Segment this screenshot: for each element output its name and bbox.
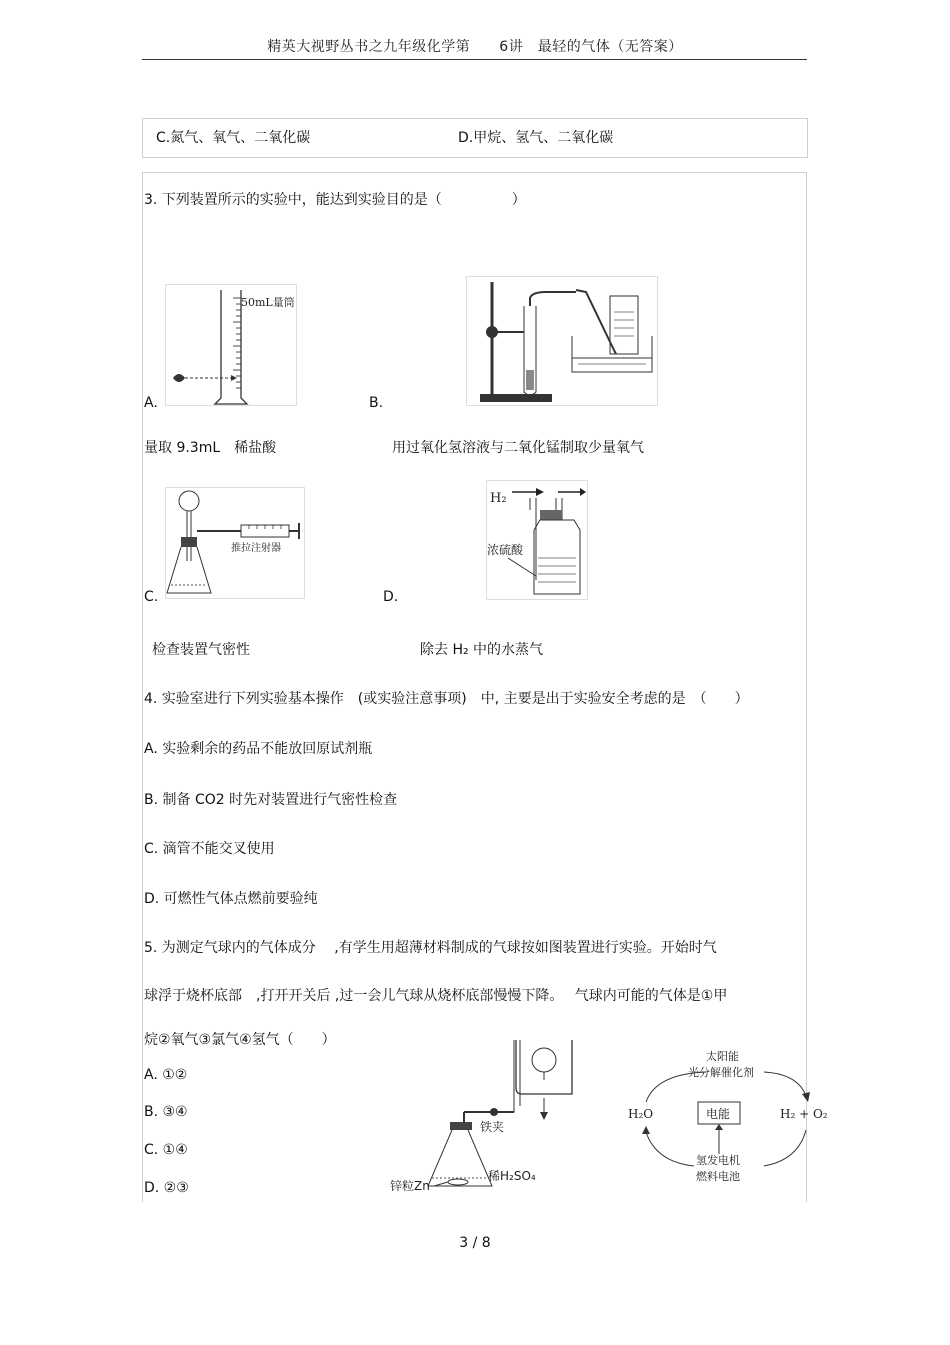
- q2-option-c: C.氮气、氧气、二氧化碳: [156, 130, 311, 146]
- svg-text:光分解催化剂: 光分解催化剂: [688, 1066, 754, 1079]
- q5-figure-balloon: [388, 1036, 578, 1196]
- svg-text:50mL量筒: 50mL量筒: [241, 296, 295, 309]
- q5-stem-line1: 5. 为测定气球内的气体成分 ,有学生用超薄材料制成的气球按如图装置进行实验。开始时气: [144, 940, 717, 956]
- q5-figure-cycle: [622, 1046, 832, 1186]
- header-rule: [142, 59, 807, 60]
- q5-stem-line2: 球浮于烧杯底部 ,打开开关后 ,过一会儿气球从烧杯底部慢慢下降。 气球内可能的气体是①甲: [144, 988, 728, 1004]
- svg-text:电能: 电能: [706, 1107, 731, 1121]
- q2-option-d: D.甲烷、氢气、二氧化碳: [458, 130, 614, 146]
- q4-option-d: D. 可燃性气体点燃前要验纯: [144, 891, 318, 907]
- svg-text:浓硫酸: 浓硫酸: [487, 543, 524, 557]
- q5-option-c: C. ①④: [144, 1142, 188, 1158]
- svg-text:推拉注射器: 推拉注射器: [231, 543, 281, 554]
- q3-d-letter: D.: [383, 589, 399, 605]
- q4-option-c: C. 滴管不能交叉使用: [144, 841, 275, 857]
- q5-option-a: A. ①②: [144, 1067, 188, 1083]
- svg-text:燃料电池: 燃料电池: [696, 1170, 740, 1183]
- q3-c-letter: C.: [144, 589, 159, 605]
- q3-stem: 3. 下列装置所示的实验中，能达到实验目的是（ ）: [144, 192, 526, 208]
- q3-a-letter: A.: [144, 395, 158, 411]
- q5-option-d: D. ②③: [144, 1180, 189, 1196]
- svg-text:氢发电机: 氢发电机: [696, 1154, 740, 1167]
- svg-text:H₂: H₂: [490, 491, 507, 506]
- figure-a-cylinder: [165, 284, 297, 406]
- q4-option-a: A. 实验剩余的药品不能放回原试剂瓶: [144, 741, 373, 757]
- left-border: [142, 172, 143, 1202]
- q3-d-caption: 除去 H₂ 中的水蒸气: [420, 642, 544, 658]
- q5-stem-line3: 烷②氧气③氯气④氢气（ ）: [144, 1032, 336, 1048]
- svg-text:太阳能: 太阳能: [706, 1050, 739, 1063]
- q5-option-b: B. ③④: [144, 1104, 188, 1120]
- svg-text:铁夹: 铁夹: [480, 1120, 505, 1134]
- figure-d-wash-bottle: [486, 480, 588, 600]
- q3-a-caption: 量取 9.3mL 稀盐酸: [144, 440, 277, 456]
- q3-top-border: [142, 172, 807, 173]
- figure-b-apparatus: [466, 276, 658, 406]
- q3-b-caption: 用过氧化氢溶液与二氧化锰制取少量氧气: [392, 440, 644, 456]
- svg-text:H₂ + O₂: H₂ + O₂: [780, 1107, 828, 1121]
- q4-stem: 4. 实验室进行下列实验基本操作 (或实验注意事项) 中, 主要是出于实验安全考虑的是 （ ）: [144, 691, 749, 707]
- page-header: 精英大视野丛书之九年级化学第 6讲 最轻的气体（无答案）: [267, 39, 683, 55]
- svg-text:稀H₂SO₄: 稀H₂SO₄: [488, 1169, 536, 1183]
- svg-text:H₂O: H₂O: [628, 1107, 654, 1121]
- q4-option-b: B. 制备 CO2 时先对装置进行气密性检查: [144, 792, 398, 808]
- svg-text:锌粒Zn: 锌粒Zn: [390, 1179, 430, 1193]
- q3-c-caption: 检查装置气密性: [152, 642, 250, 658]
- q3-b-letter: B.: [369, 395, 384, 411]
- page-number: 3 / 8: [459, 1235, 491, 1251]
- figure-c-flask-syringe: [165, 487, 305, 599]
